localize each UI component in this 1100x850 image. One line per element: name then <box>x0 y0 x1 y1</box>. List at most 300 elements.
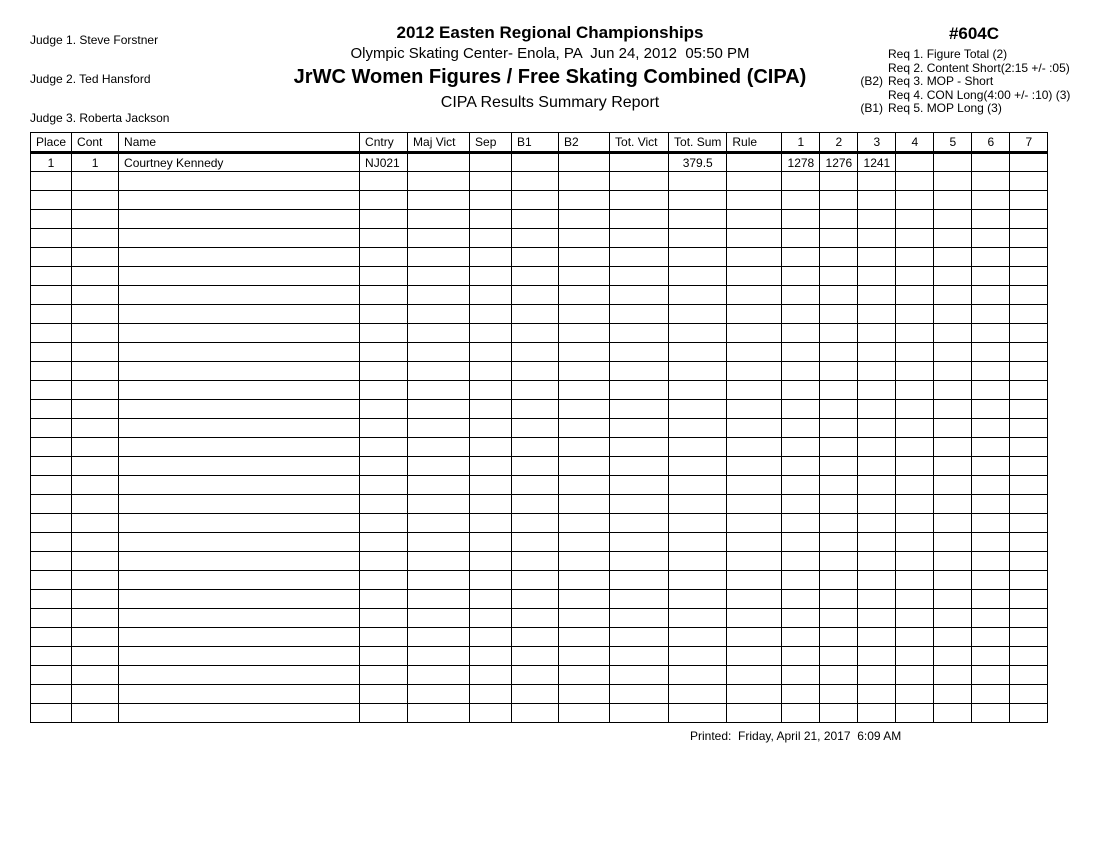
table-cell-empty <box>934 666 972 685</box>
table-cell-empty <box>72 381 119 400</box>
table-cell-empty <box>727 628 782 647</box>
table-cell-empty <box>31 191 72 210</box>
table-cell-empty <box>1010 172 1048 191</box>
cell-judge-1: 1278 <box>782 153 820 172</box>
table-cell-empty <box>1010 191 1048 210</box>
table-cell-empty <box>408 457 470 476</box>
table-cell-empty <box>934 590 972 609</box>
table-cell-empty <box>119 628 360 647</box>
table-cell-empty <box>1010 286 1048 305</box>
table-cell-empty <box>972 343 1010 362</box>
column-header-tot-vict: Tot. Vict <box>610 133 669 153</box>
table-cell-empty <box>610 476 669 495</box>
table-cell-empty <box>610 704 669 723</box>
table-cell-empty <box>559 609 610 628</box>
table-cell-empty <box>119 381 360 400</box>
event-title: JrWC Women Figures / Free Skating Combined (CIPA) <box>293 66 807 88</box>
table-cell-empty <box>31 647 72 666</box>
table-cell-empty <box>896 400 934 419</box>
table-cell-empty <box>782 476 820 495</box>
column-header-cont: Cont <box>72 133 119 153</box>
table-cell-empty <box>610 305 669 324</box>
table-cell-empty <box>512 476 559 495</box>
table-cell-empty <box>72 324 119 343</box>
table-cell-empty <box>610 267 669 286</box>
table-cell-empty <box>820 172 858 191</box>
table-cell-empty <box>512 666 559 685</box>
table-cell-empty <box>1010 229 1048 248</box>
table-cell-empty <box>782 571 820 590</box>
table-cell-empty <box>119 267 360 286</box>
table-cell-empty <box>782 305 820 324</box>
requirement-line-3 <box>856 75 1092 89</box>
table-cell-empty <box>470 457 512 476</box>
table-cell-empty <box>559 514 610 533</box>
table-cell-empty <box>119 286 360 305</box>
table-cell-empty <box>896 457 934 476</box>
table-cell-empty <box>559 210 610 229</box>
table-cell-empty <box>559 267 610 286</box>
table-cell-empty <box>360 685 408 704</box>
table-cell-empty <box>360 343 408 362</box>
table-cell-empty <box>408 704 470 723</box>
table-cell-empty <box>610 324 669 343</box>
table-cell-empty <box>512 229 559 248</box>
table-cell-empty <box>559 457 610 476</box>
table-cell-empty <box>470 704 512 723</box>
table-cell-empty <box>408 191 470 210</box>
column-header-judge-4: 4 <box>896 133 934 153</box>
table-cell-empty <box>896 704 934 723</box>
table-cell-empty <box>31 381 72 400</box>
table-cell-empty <box>72 571 119 590</box>
table-cell-empty <box>72 286 119 305</box>
table-row-empty <box>31 400 1048 419</box>
table-cell-empty <box>72 457 119 476</box>
table-cell-empty <box>31 305 72 324</box>
table-cell-empty <box>896 305 934 324</box>
table-row-empty <box>31 267 1048 286</box>
cell-judge-6 <box>972 153 1010 172</box>
table-cell-empty <box>470 609 512 628</box>
table-cell-empty <box>470 685 512 704</box>
table-cell-empty <box>1010 419 1048 438</box>
table-cell-empty <box>512 628 559 647</box>
cell-sep <box>470 153 512 172</box>
table-cell-empty <box>559 343 610 362</box>
table-cell-empty <box>1010 647 1048 666</box>
table-row-empty <box>31 476 1048 495</box>
table-cell-empty <box>858 609 896 628</box>
table-cell-empty <box>408 210 470 229</box>
table-cell-empty <box>31 324 72 343</box>
table-cell-empty <box>470 381 512 400</box>
table-cell-empty <box>512 267 559 286</box>
table-cell-empty <box>31 704 72 723</box>
requirement-line-5 <box>856 102 1092 116</box>
table-cell-empty <box>782 210 820 229</box>
table-cell-empty <box>934 210 972 229</box>
table-cell-empty <box>820 400 858 419</box>
table-cell-empty <box>470 476 512 495</box>
table-cell-empty <box>31 628 72 647</box>
table-cell-empty <box>559 400 610 419</box>
table-cell-empty <box>858 590 896 609</box>
table-cell-empty <box>896 685 934 704</box>
table-cell-empty <box>858 343 896 362</box>
table-row-competitor <box>31 153 1048 172</box>
table-cell-empty <box>1010 324 1048 343</box>
table-cell-empty <box>72 495 119 514</box>
table-cell-empty <box>858 438 896 457</box>
table-cell-empty <box>512 457 559 476</box>
table-cell-empty <box>470 248 512 267</box>
table-row-empty <box>31 172 1048 191</box>
table-cell-empty <box>727 248 782 267</box>
table-cell-empty <box>858 267 896 286</box>
table-cell-empty <box>669 324 727 343</box>
table-cell-empty <box>610 590 669 609</box>
table-cell-empty <box>119 666 360 685</box>
table-cell-empty <box>470 286 512 305</box>
table-cell-empty <box>512 362 559 381</box>
column-header-b1: B1 <box>512 133 559 153</box>
table-cell-empty <box>119 438 360 457</box>
table-cell-empty <box>559 704 610 723</box>
table-cell-empty <box>669 647 727 666</box>
table-cell-empty <box>610 248 669 267</box>
table-cell-empty <box>820 647 858 666</box>
table-cell-empty <box>72 419 119 438</box>
table-cell-empty <box>360 476 408 495</box>
table-cell-empty <box>669 419 727 438</box>
table-cell-empty <box>896 419 934 438</box>
table-cell-empty <box>610 210 669 229</box>
table-cell-empty <box>669 533 727 552</box>
table-cell-empty <box>820 628 858 647</box>
table-cell-empty <box>512 324 559 343</box>
table-cell-empty <box>72 267 119 286</box>
table-cell-empty <box>559 533 610 552</box>
table-cell-empty <box>31 609 72 628</box>
table-cell-empty <box>669 590 727 609</box>
table-cell-empty <box>360 248 408 267</box>
cell-rule <box>727 153 782 172</box>
table-cell-empty <box>972 552 1010 571</box>
column-header-judge-5: 5 <box>934 133 972 153</box>
cell-judge-4 <box>896 153 934 172</box>
table-cell-empty <box>820 571 858 590</box>
table-cell-empty <box>858 533 896 552</box>
table-row-empty <box>31 381 1048 400</box>
table-cell-empty <box>31 210 72 229</box>
table-cell-empty <box>669 343 727 362</box>
table-cell-empty <box>31 419 72 438</box>
table-cell-empty <box>119 552 360 571</box>
table-cell-empty <box>512 552 559 571</box>
table-cell-empty <box>360 229 408 248</box>
table-cell-empty <box>1010 533 1048 552</box>
table-cell-empty <box>972 476 1010 495</box>
table-cell-empty <box>896 495 934 514</box>
table-cell-empty <box>782 191 820 210</box>
table-cell-empty <box>782 267 820 286</box>
table-cell-empty <box>408 514 470 533</box>
table-row-empty <box>31 229 1048 248</box>
table-cell-empty <box>119 533 360 552</box>
table-cell-empty <box>610 666 669 685</box>
table-cell-empty <box>119 400 360 419</box>
cell-judge-5 <box>934 153 972 172</box>
table-cell-empty <box>72 666 119 685</box>
table-row-empty <box>31 514 1048 533</box>
table-cell-empty <box>858 381 896 400</box>
cell-tot-sum: 379.5 <box>669 153 727 172</box>
table-cell-empty <box>820 704 858 723</box>
table-cell-empty <box>360 419 408 438</box>
table-cell-empty <box>119 305 360 324</box>
table-cell-empty <box>72 343 119 362</box>
table-cell-empty <box>782 419 820 438</box>
table-cell-empty <box>72 628 119 647</box>
table-row-empty <box>31 495 1048 514</box>
table-cell-empty <box>119 229 360 248</box>
table-cell-empty <box>31 286 72 305</box>
table-cell-empty <box>972 666 1010 685</box>
table-cell-empty <box>896 590 934 609</box>
cell-judge-7 <box>1010 153 1048 172</box>
table-cell-empty <box>559 666 610 685</box>
table-cell-empty <box>727 419 782 438</box>
results-table <box>30 132 1048 723</box>
table-cell-empty <box>896 628 934 647</box>
table-cell-empty <box>727 647 782 666</box>
table-cell-empty <box>512 533 559 552</box>
table-cell-empty <box>470 305 512 324</box>
table-cell-empty <box>72 647 119 666</box>
cell-judge-3: 1241 <box>858 153 896 172</box>
cell-tot-vict <box>610 153 669 172</box>
table-cell-empty <box>782 628 820 647</box>
table-cell-empty <box>972 381 1010 400</box>
table-cell-empty <box>610 571 669 590</box>
table-cell-empty <box>727 343 782 362</box>
table-cell-empty <box>934 457 972 476</box>
table-cell-empty <box>858 400 896 419</box>
table-cell-empty <box>820 495 858 514</box>
table-cell-empty <box>1010 305 1048 324</box>
table-cell-empty <box>1010 552 1048 571</box>
table-cell-empty <box>669 495 727 514</box>
table-cell-empty <box>972 647 1010 666</box>
table-cell-empty <box>972 210 1010 229</box>
table-cell-empty <box>669 438 727 457</box>
table-cell-empty <box>1010 362 1048 381</box>
column-header-name: Name <box>119 133 360 153</box>
table-cell-empty <box>782 704 820 723</box>
table-cell-empty <box>934 685 972 704</box>
table-cell-empty <box>470 191 512 210</box>
table-cell-empty <box>896 438 934 457</box>
table-cell-empty <box>119 248 360 267</box>
table-cell-empty <box>858 229 896 248</box>
table-cell-empty <box>972 286 1010 305</box>
table-cell-empty <box>858 248 896 267</box>
table-cell-empty <box>512 400 559 419</box>
table-cell-empty <box>470 438 512 457</box>
table-cell-empty <box>72 248 119 267</box>
table-cell-empty <box>727 400 782 419</box>
table-row-empty <box>31 438 1048 457</box>
table-cell-empty <box>1010 248 1048 267</box>
judge-line-1: Judge 1. Steve Forstner <box>30 33 159 47</box>
table-cell-empty <box>610 286 669 305</box>
table-cell-empty <box>782 495 820 514</box>
table-cell-empty <box>934 229 972 248</box>
table-cell-empty <box>896 210 934 229</box>
table-cell-empty <box>820 324 858 343</box>
table-cell-empty <box>31 552 72 571</box>
table-row-empty <box>31 191 1048 210</box>
table-cell-empty <box>610 343 669 362</box>
table-cell-empty <box>559 685 610 704</box>
table-cell-empty <box>669 571 727 590</box>
table-cell-empty <box>408 381 470 400</box>
table-cell-empty <box>972 362 1010 381</box>
table-cell-empty <box>31 533 72 552</box>
table-cell-empty <box>119 419 360 438</box>
table-cell-empty <box>610 172 669 191</box>
table-cell-empty <box>360 381 408 400</box>
table-cell-empty <box>858 324 896 343</box>
table-cell-empty <box>31 476 72 495</box>
table-cell-empty <box>31 400 72 419</box>
table-cell-empty <box>31 685 72 704</box>
table-cell-empty <box>610 191 669 210</box>
table-cell-empty <box>119 704 360 723</box>
table-cell-empty <box>669 457 727 476</box>
table-cell-empty <box>119 514 360 533</box>
table-cell-empty <box>72 400 119 419</box>
requirement-text: Req 5. MOP Long (3) <box>888 101 1002 115</box>
table-cell-empty <box>727 267 782 286</box>
table-cell-empty <box>782 685 820 704</box>
table-cell-empty <box>972 305 1010 324</box>
table-cell-empty <box>669 628 727 647</box>
table-cell-empty <box>896 343 934 362</box>
table-cell-empty <box>512 381 559 400</box>
table-cell-empty <box>470 628 512 647</box>
table-row-empty <box>31 248 1048 267</box>
table-cell-empty <box>972 267 1010 286</box>
table-cell-empty <box>934 495 972 514</box>
column-header-judge-7: 7 <box>1010 133 1048 153</box>
table-cell-empty <box>408 552 470 571</box>
table-cell-empty <box>559 305 610 324</box>
requirement-prefix <box>856 48 888 62</box>
table-cell-empty <box>934 438 972 457</box>
table-cell-empty <box>559 571 610 590</box>
table-cell-empty <box>858 628 896 647</box>
table-cell-empty <box>972 172 1010 191</box>
requirement-prefix <box>856 62 888 76</box>
cell-place: 1 <box>31 153 72 172</box>
table-cell-empty <box>820 362 858 381</box>
cell-cntry: NJ021 <box>360 153 408 172</box>
table-cell-empty <box>782 324 820 343</box>
table-cell-empty <box>470 514 512 533</box>
table-cell-empty <box>727 704 782 723</box>
table-cell-empty <box>72 362 119 381</box>
table-cell-empty <box>72 305 119 324</box>
table-cell-empty <box>470 552 512 571</box>
table-cell-empty <box>470 324 512 343</box>
table-cell-empty <box>858 191 896 210</box>
table-cell-empty <box>360 533 408 552</box>
table-cell-empty <box>1010 457 1048 476</box>
table-cell-empty <box>858 647 896 666</box>
table-cell-empty <box>896 514 934 533</box>
table-cell-empty <box>119 362 360 381</box>
table-cell-empty <box>31 590 72 609</box>
table-cell-empty <box>972 514 1010 533</box>
table-cell-empty <box>31 514 72 533</box>
column-header-maj-vict: Maj Vict <box>408 133 470 153</box>
table-cell-empty <box>896 552 934 571</box>
table-cell-empty <box>858 419 896 438</box>
table-cell-empty <box>727 286 782 305</box>
table-cell-empty <box>610 495 669 514</box>
table-row-empty <box>31 324 1048 343</box>
table-cell-empty <box>72 172 119 191</box>
table-row-empty <box>31 343 1048 362</box>
table-cell-empty <box>858 286 896 305</box>
table-cell-empty <box>972 495 1010 514</box>
table-cell-empty <box>972 248 1010 267</box>
table-cell-empty <box>669 267 727 286</box>
table-row-empty <box>31 590 1048 609</box>
column-header-tot-sum: Tot. Sum <box>669 133 727 153</box>
table-cell-empty <box>820 229 858 248</box>
table-cell-empty <box>727 172 782 191</box>
table-cell-empty <box>512 438 559 457</box>
table-cell-empty <box>408 324 470 343</box>
table-cell-empty <box>727 590 782 609</box>
table-cell-empty <box>512 172 559 191</box>
table-cell-empty <box>512 286 559 305</box>
table-cell-empty <box>360 191 408 210</box>
table-cell-empty <box>820 419 858 438</box>
table-cell-empty <box>669 172 727 191</box>
table-cell-empty <box>782 172 820 191</box>
table-cell-empty <box>408 571 470 590</box>
requirement-text: Req 2. Content Short(2:15 +/- :05) <box>888 60 1070 75</box>
table-cell-empty <box>470 343 512 362</box>
table-cell-empty <box>72 514 119 533</box>
table-cell-empty <box>934 400 972 419</box>
table-cell-empty <box>360 704 408 723</box>
table-cell-empty <box>408 305 470 324</box>
table-cell-empty <box>408 400 470 419</box>
table-cell-empty <box>470 229 512 248</box>
table-cell-empty <box>669 476 727 495</box>
table-cell-empty <box>934 609 972 628</box>
table-cell-empty <box>408 286 470 305</box>
table-cell-empty <box>669 305 727 324</box>
column-header-judge-6: 6 <box>972 133 1010 153</box>
requirements-block <box>856 24 1092 116</box>
table-cell-empty <box>559 647 610 666</box>
